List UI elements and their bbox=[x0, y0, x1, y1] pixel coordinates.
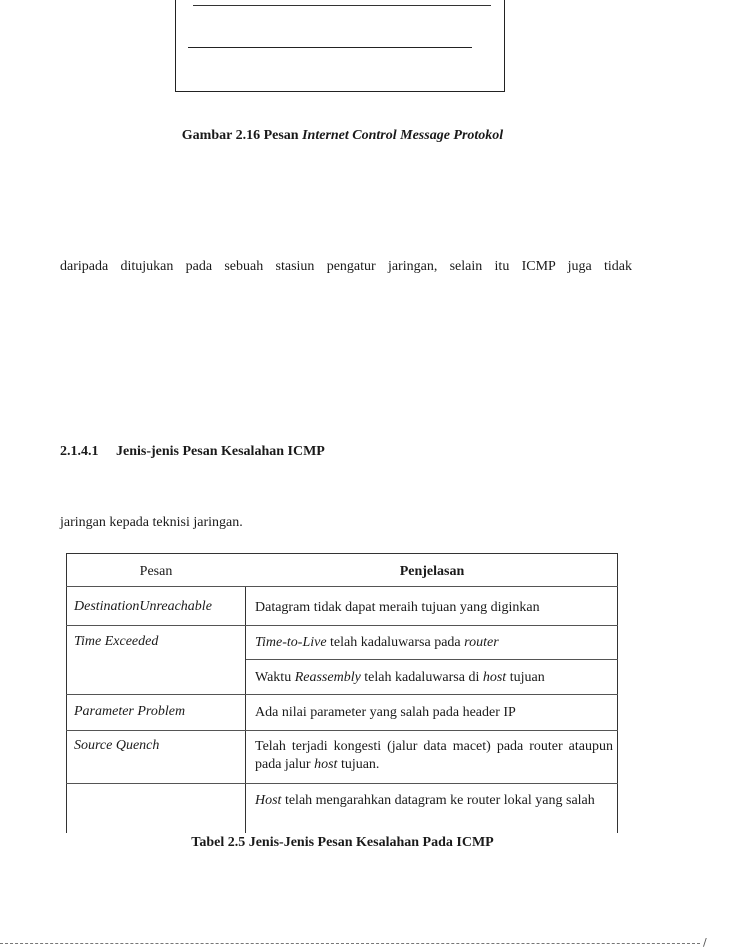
table-row-divider bbox=[66, 625, 618, 626]
table-header-penjelasan: Penjelasan bbox=[399, 564, 465, 579]
table-row-divider bbox=[66, 586, 618, 587]
table-row-divider bbox=[66, 694, 618, 695]
table-cell-penjelasan: Ada nilai parameter yang salah pada header IP bbox=[255, 705, 516, 720]
scan-mark: / bbox=[703, 936, 707, 949]
table-caption: Tabel 2.5 Jenis-Jenis Pesan Kesalahan Pada ICMP bbox=[191, 835, 494, 850]
table-row-divider bbox=[246, 659, 618, 660]
section-title: Jenis-jenis Pesan Kesalahan ICMP bbox=[116, 444, 325, 459]
table-row-divider bbox=[66, 783, 618, 784]
body-paragraph: daripada ditujukan pada sebuah stasiun pengatur jaringan, selain itu ICMP juga tidak bbox=[60, 259, 632, 274]
table-cell-pesan: Source Quench bbox=[74, 738, 160, 753]
body-paragraph: jaringan kepada teknisi jaringan. bbox=[60, 515, 243, 530]
table-cell-penjelasan: Time-to-Live telah kadaluwarsa pada router bbox=[255, 635, 499, 650]
figure-line bbox=[193, 5, 491, 6]
figure-caption: Gambar 2.16 Pesan Internet Control Message Protokol bbox=[181, 128, 504, 143]
table-cell-penjelasan: Datagram tidak dapat meraih tujuan yang diginkan bbox=[255, 600, 540, 615]
table-cell-pesan: DestinationUnreachable bbox=[74, 599, 212, 614]
table-cell-pesan: Parameter Problem bbox=[74, 704, 186, 719]
figure-frame bbox=[175, 0, 505, 92]
section-number: 2.1.4.1 bbox=[60, 444, 99, 459]
section-heading bbox=[60, 444, 325, 460]
table-column-divider bbox=[245, 586, 246, 833]
table-cell-penjelasan: Telah terjadi kongesti (jalur data macet) pada router ataupun pada jalur host tujuan. bbox=[255, 739, 613, 772]
table-cell-penjelasan: Waktu Reassembly telah kadaluwarsa di host tujuan bbox=[255, 670, 545, 685]
table-cell-penjelasan: Host telah mengarahkan datagram ke router lokal yang salah bbox=[255, 793, 595, 808]
table-header-pesan: Pesan bbox=[139, 564, 173, 579]
icmp-error-table bbox=[66, 553, 618, 833]
figure-line bbox=[188, 47, 472, 48]
table-cell-pesan: Time Exceeded bbox=[74, 634, 159, 649]
page-edge-line bbox=[0, 943, 700, 944]
table-row-divider bbox=[66, 730, 618, 731]
